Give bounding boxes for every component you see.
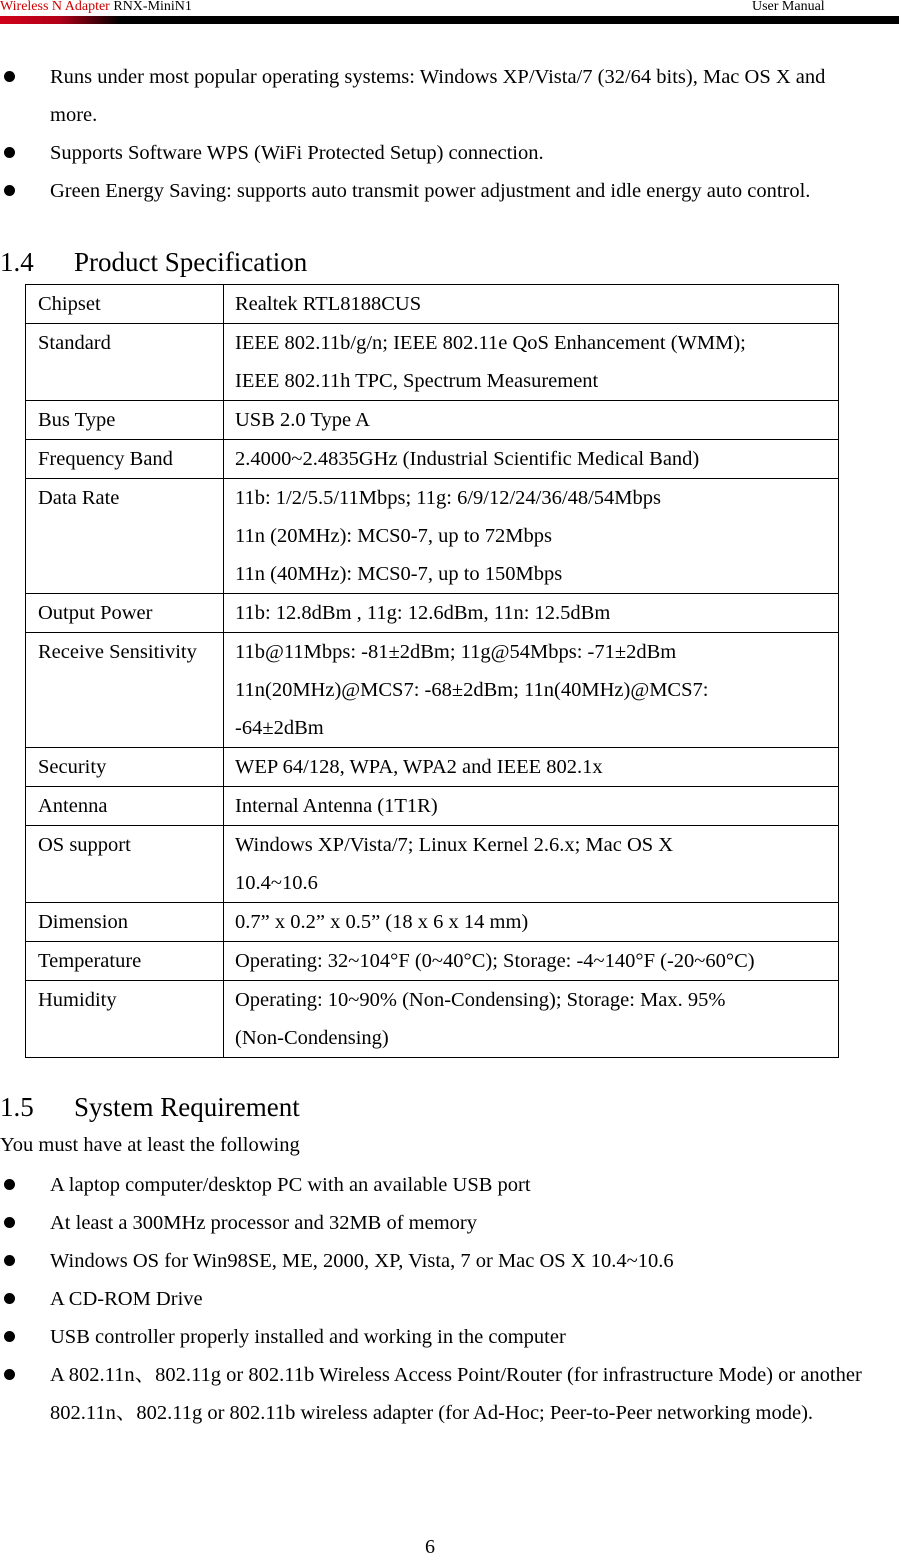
feature-item	[0, 58, 899, 134]
section-heading-1-4	[0, 247, 307, 278]
spec-value-line: 10.4~10.6	[235, 872, 318, 894]
spec-key: Temperature	[26, 942, 224, 981]
section-heading-1-5	[0, 1092, 300, 1123]
feature-item	[0, 172, 899, 210]
feature-text: Runs under most popular operating systems: Windows XP/Vista/7 (32/64 bits), Mac OS X and more.	[50, 66, 826, 126]
requirement-text: USB controller properly installed and working in the computer	[50, 1326, 566, 1348]
requirement-text: A 802.11n、802.11g or 802.11b Wireless Access Point/Router (for infrastructure Mode) or another 802.11n、802.11g or 802.11b wireless adapter (for Ad-Hoc; Peer-to-Peer networking mode).	[50, 1364, 862, 1424]
spec-value	[224, 787, 839, 826]
requirement-item	[0, 1280, 899, 1318]
spec-key: Standard	[26, 324, 224, 401]
requirement-item	[0, 1204, 899, 1242]
requirement-item	[0, 1166, 899, 1204]
spec-key: OS support	[26, 826, 224, 903]
page-header	[0, 0, 899, 26]
spec-value	[224, 981, 839, 1058]
header-model: RNX-MiniN1	[113, 0, 192, 14]
spec-value-line: 0.7” x 0.2” x 0.5” (18 x 6 x 14 mm)	[235, 911, 529, 933]
spec-key: Output Power	[26, 594, 224, 633]
bullet-icon	[4, 147, 15, 158]
bullet-icon	[4, 1293, 15, 1304]
spec-value	[224, 633, 839, 748]
spec-value-line: 11n (40MHz): MCS0-7, up to 150Mbps	[235, 563, 563, 585]
spec-row	[26, 440, 839, 479]
requirement-list	[0, 1166, 899, 1432]
spec-value-line: USB 2.0 Type A	[235, 409, 370, 431]
spec-key: Chipset	[26, 285, 224, 324]
feature-text: Green Energy Saving: supports auto transmit power adjustment and idle energy auto control.	[50, 180, 811, 202]
spec-row	[26, 633, 839, 748]
bullet-icon	[4, 1179, 15, 1190]
spec-value	[224, 324, 839, 401]
spec-value-line: 11b: 12.8dBm , 11g: 12.6dBm, 11n: 12.5dBm	[235, 602, 611, 624]
requirement-text: A CD-ROM Drive	[50, 1288, 203, 1310]
spec-value-line: Windows XP/Vista/7; Linux Kernel 2.6.x; Mac OS X	[235, 834, 674, 856]
spec-row	[26, 285, 839, 324]
section-title: Product Specification	[74, 247, 308, 277]
spec-value	[224, 285, 839, 324]
spec-key: Dimension	[26, 903, 224, 942]
requirement-text: At least a 300MHz processor and 32MB of memory	[50, 1212, 477, 1234]
spec-value-line: -64±2dBm	[235, 717, 324, 739]
spec-row	[26, 479, 839, 594]
spec-value-line: Internal Antenna (1T1R)	[235, 795, 438, 817]
spec-row	[26, 324, 839, 401]
spec-value-line: 11n(20MHz)@MCS7: -68±2dBm; 11n(40MHz)@MCS7:	[235, 679, 709, 701]
spec-table	[25, 284, 839, 1058]
bullet-icon	[4, 1255, 15, 1266]
spec-value-line: 11b@11Mbps: -81±2dBm; 11g@54Mbps: -71±2dBm	[235, 641, 677, 663]
spec-value	[224, 826, 839, 903]
spec-value-line: 11n (20MHz): MCS0-7, up to 72Mbps	[235, 525, 552, 547]
spec-row	[26, 787, 839, 826]
spec-key: Receive Sensitivity	[26, 633, 224, 748]
spec-value-line: Operating: 32~104°F (0~40°C); Storage: -4~140°F (-20~60°C)	[235, 950, 755, 972]
spec-key: Antenna	[26, 787, 224, 826]
page-number: 6	[425, 1536, 435, 1558]
spec-key: Bus Type	[26, 401, 224, 440]
spec-key: Security	[26, 748, 224, 787]
spec-value-line: IEEE 802.11h TPC, Spectrum Measurement	[235, 370, 599, 392]
requirement-item	[0, 1242, 899, 1280]
header-doc-type: User Manual	[752, 0, 825, 14]
spec-value	[224, 440, 839, 479]
bullet-icon	[4, 185, 15, 196]
requirement-text: A laptop computer/desktop PC with an available USB port	[50, 1174, 531, 1196]
spec-key: Humidity	[26, 981, 224, 1058]
spec-value	[224, 401, 839, 440]
spec-value	[224, 903, 839, 942]
bullet-icon	[4, 1217, 15, 1228]
bullet-icon	[4, 71, 15, 82]
spec-value-line: IEEE 802.11b/g/n; IEEE 802.11e QoS Enhancement (WMM);	[235, 332, 746, 354]
spec-row	[26, 942, 839, 981]
requirement-text: Windows OS for Win98SE, ME, 2000, XP, Vista, 7 or Mac OS X 10.4~10.6	[50, 1250, 674, 1272]
spec-value-line: Operating: 10~90% (Non-Condensing); Storage: Max. 95%	[235, 989, 726, 1011]
feature-item	[0, 134, 899, 172]
requirement-intro: You must have at least the following	[0, 1134, 300, 1156]
spec-row	[26, 903, 839, 942]
spec-value	[224, 942, 839, 981]
spec-key: Frequency Band	[26, 440, 224, 479]
spec-row	[26, 401, 839, 440]
spec-row	[26, 981, 839, 1058]
spec-value-line: Realtek RTL8188CUS	[235, 293, 422, 315]
spec-value-line: WEP 64/128, WPA, WPA2 and IEEE 802.1x	[235, 756, 603, 778]
feature-list	[0, 58, 899, 210]
bullet-icon	[4, 1369, 15, 1380]
spec-value	[224, 748, 839, 787]
section-number: 1.4	[0, 247, 34, 277]
feature-text: Supports Software WPS (WiFi Protected Setup) connection.	[50, 142, 544, 164]
header-brand: Wireless N Adapter	[0, 0, 110, 14]
section-title: System Requirement	[74, 1092, 300, 1122]
section-number: 1.5	[0, 1092, 34, 1122]
spec-row	[26, 826, 839, 903]
header-divider	[0, 16, 899, 24]
requirement-item	[0, 1356, 899, 1432]
spec-value-line: 11b: 1/2/5.5/11Mbps; 11g: 6/9/12/24/36/48/54Mbps	[235, 487, 661, 509]
bullet-icon	[4, 1331, 15, 1342]
header-title	[0, 0, 192, 15]
spec-row	[26, 594, 839, 633]
spec-key: Data Rate	[26, 479, 224, 594]
spec-value	[224, 594, 839, 633]
requirement-item	[0, 1318, 899, 1356]
spec-value-line: 2.4000~2.4835GHz (Industrial Scientific Medical Band)	[235, 448, 700, 470]
spec-value-line: (Non-Condensing)	[235, 1027, 389, 1049]
spec-row	[26, 748, 839, 787]
spec-value	[224, 479, 839, 594]
